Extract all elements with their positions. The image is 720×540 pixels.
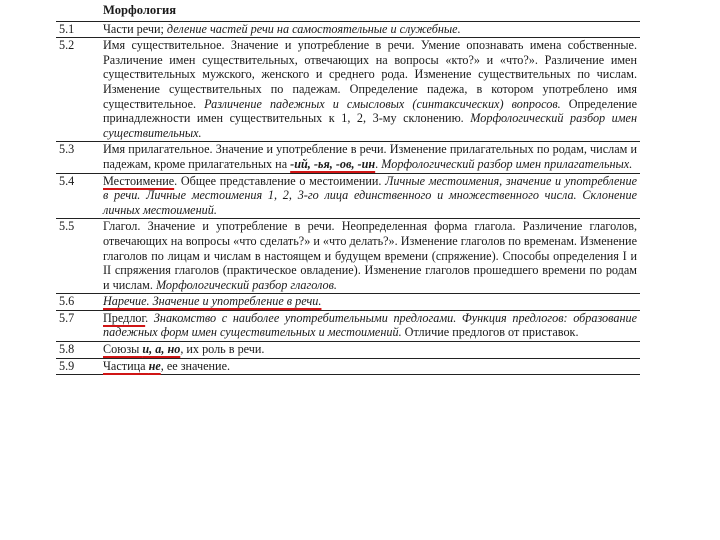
text-run: Имя существительное. Значение и употребление в речи. Умение опознавать имена собственные. Различение имен существительных, отвечающих на вопросы «кто?» и «что?». Различение имен существительных мужского, женского и среднего рода. Изменение существительных по числам. Изменение существительных по падежам. Определение падежа, в котором употреблено имя существительное. bbox=[103, 38, 637, 111]
table-row bbox=[56, 294, 640, 311]
underlined-term: Предлог bbox=[103, 310, 146, 325]
row-number: 5.7 bbox=[56, 310, 100, 341]
text-run: Имя прилагательное. Значение и употребление в речи. Изменение прилагательных по родам, числам и падежам, кроме прилагательных на bbox=[103, 142, 637, 171]
text-run: Частица bbox=[103, 358, 149, 373]
table-row bbox=[56, 38, 640, 142]
text-run: , их роль в речи. bbox=[180, 342, 265, 357]
underlined-suffixes: -ий, -ья, -ов, -ин bbox=[290, 156, 376, 171]
bold-italic-run: не bbox=[148, 358, 161, 373]
row-text bbox=[100, 38, 640, 142]
table-row bbox=[56, 173, 640, 219]
row-number: 5.4 bbox=[56, 173, 100, 219]
row-text bbox=[100, 142, 640, 173]
text-run: . bbox=[145, 310, 154, 325]
text-run: Отличие предлогов от приставок. bbox=[401, 325, 579, 340]
text-run: , ее значение. bbox=[160, 358, 231, 373]
table-row bbox=[56, 310, 640, 341]
header-number-cell bbox=[56, 3, 100, 21]
text-run: Определение принадлежности имен существительных к 1, 2, 3-му склонению. bbox=[103, 96, 637, 126]
italic-text-run: Морфологический разбор имен существительных. bbox=[103, 111, 637, 140]
row-text bbox=[100, 173, 640, 219]
table-row bbox=[56, 142, 640, 173]
text-run: . bbox=[375, 156, 382, 171]
italic-text-run: Знакомство с наиболее употребительными предлогами. Функция предлогов: образование падежных форм имен существительных и местоимений. bbox=[103, 310, 637, 340]
row-text bbox=[100, 342, 640, 359]
row-number: 5.9 bbox=[56, 358, 100, 375]
row-number: 5.5 bbox=[56, 219, 100, 294]
text-run: Части речи; bbox=[103, 21, 167, 36]
table-row bbox=[56, 342, 640, 359]
text-run: Глагол. Значение и употребление в речи. Неопределенная форма глагола. Различение глаголов, отвечающих на вопросы «что сделать?» и «что делать?». Изменение глаголов по временам. Изменение глаголов по лицам и числам в настоящем и будущем времени (спряжение). Способы определения I и II спряжения глаголов (практическое овладение). Изменение глаголов прошедшего времени по родам и числам. bbox=[103, 219, 637, 292]
row-text bbox=[100, 219, 640, 294]
row-number: 5.6 bbox=[56, 294, 100, 311]
bold-italic-run: и, а, но bbox=[142, 342, 181, 357]
italic-text-run: Личные местоимения, значение и употребление в речи. Личные местоимения 1, 2, 3-го лица единственного и множественного числа. Склонение личных местоимений. bbox=[103, 173, 637, 217]
italic-text-run: Морфологический разбор глаголов. bbox=[155, 277, 337, 292]
morphology-table bbox=[56, 3, 640, 375]
row-text bbox=[100, 294, 640, 311]
table-header-row bbox=[56, 3, 640, 21]
row-text bbox=[100, 21, 640, 38]
underlined-term bbox=[103, 359, 161, 373]
row-number: 5.3 bbox=[56, 142, 100, 173]
underlined-term: Местоимение bbox=[103, 173, 175, 188]
row-number: 5.2 bbox=[56, 38, 100, 142]
underlined-italic-text: Наречие. Значение и употребление в речи. bbox=[103, 294, 322, 309]
table-row bbox=[56, 358, 640, 375]
text-run: . Общее представление о местоимении. bbox=[174, 173, 386, 188]
row-text bbox=[100, 310, 640, 341]
row-number: 5.8 bbox=[56, 342, 100, 359]
section-heading: Морфология bbox=[100, 3, 640, 21]
row-number: 5.1 bbox=[56, 21, 100, 38]
table-row bbox=[56, 21, 640, 38]
underlined-term bbox=[103, 342, 180, 356]
italic-text-run: Морфологический разбор имен прилагательных. bbox=[381, 156, 633, 171]
text-run: Союзы bbox=[103, 342, 143, 357]
row-text bbox=[100, 358, 640, 375]
italic-text-run: деление частей речи на самостоятельные и служебные. bbox=[166, 21, 461, 36]
italic-text-run: Различение падежных и смысловых (синтаксических) вопросов. bbox=[204, 96, 561, 111]
table-row bbox=[56, 219, 640, 294]
